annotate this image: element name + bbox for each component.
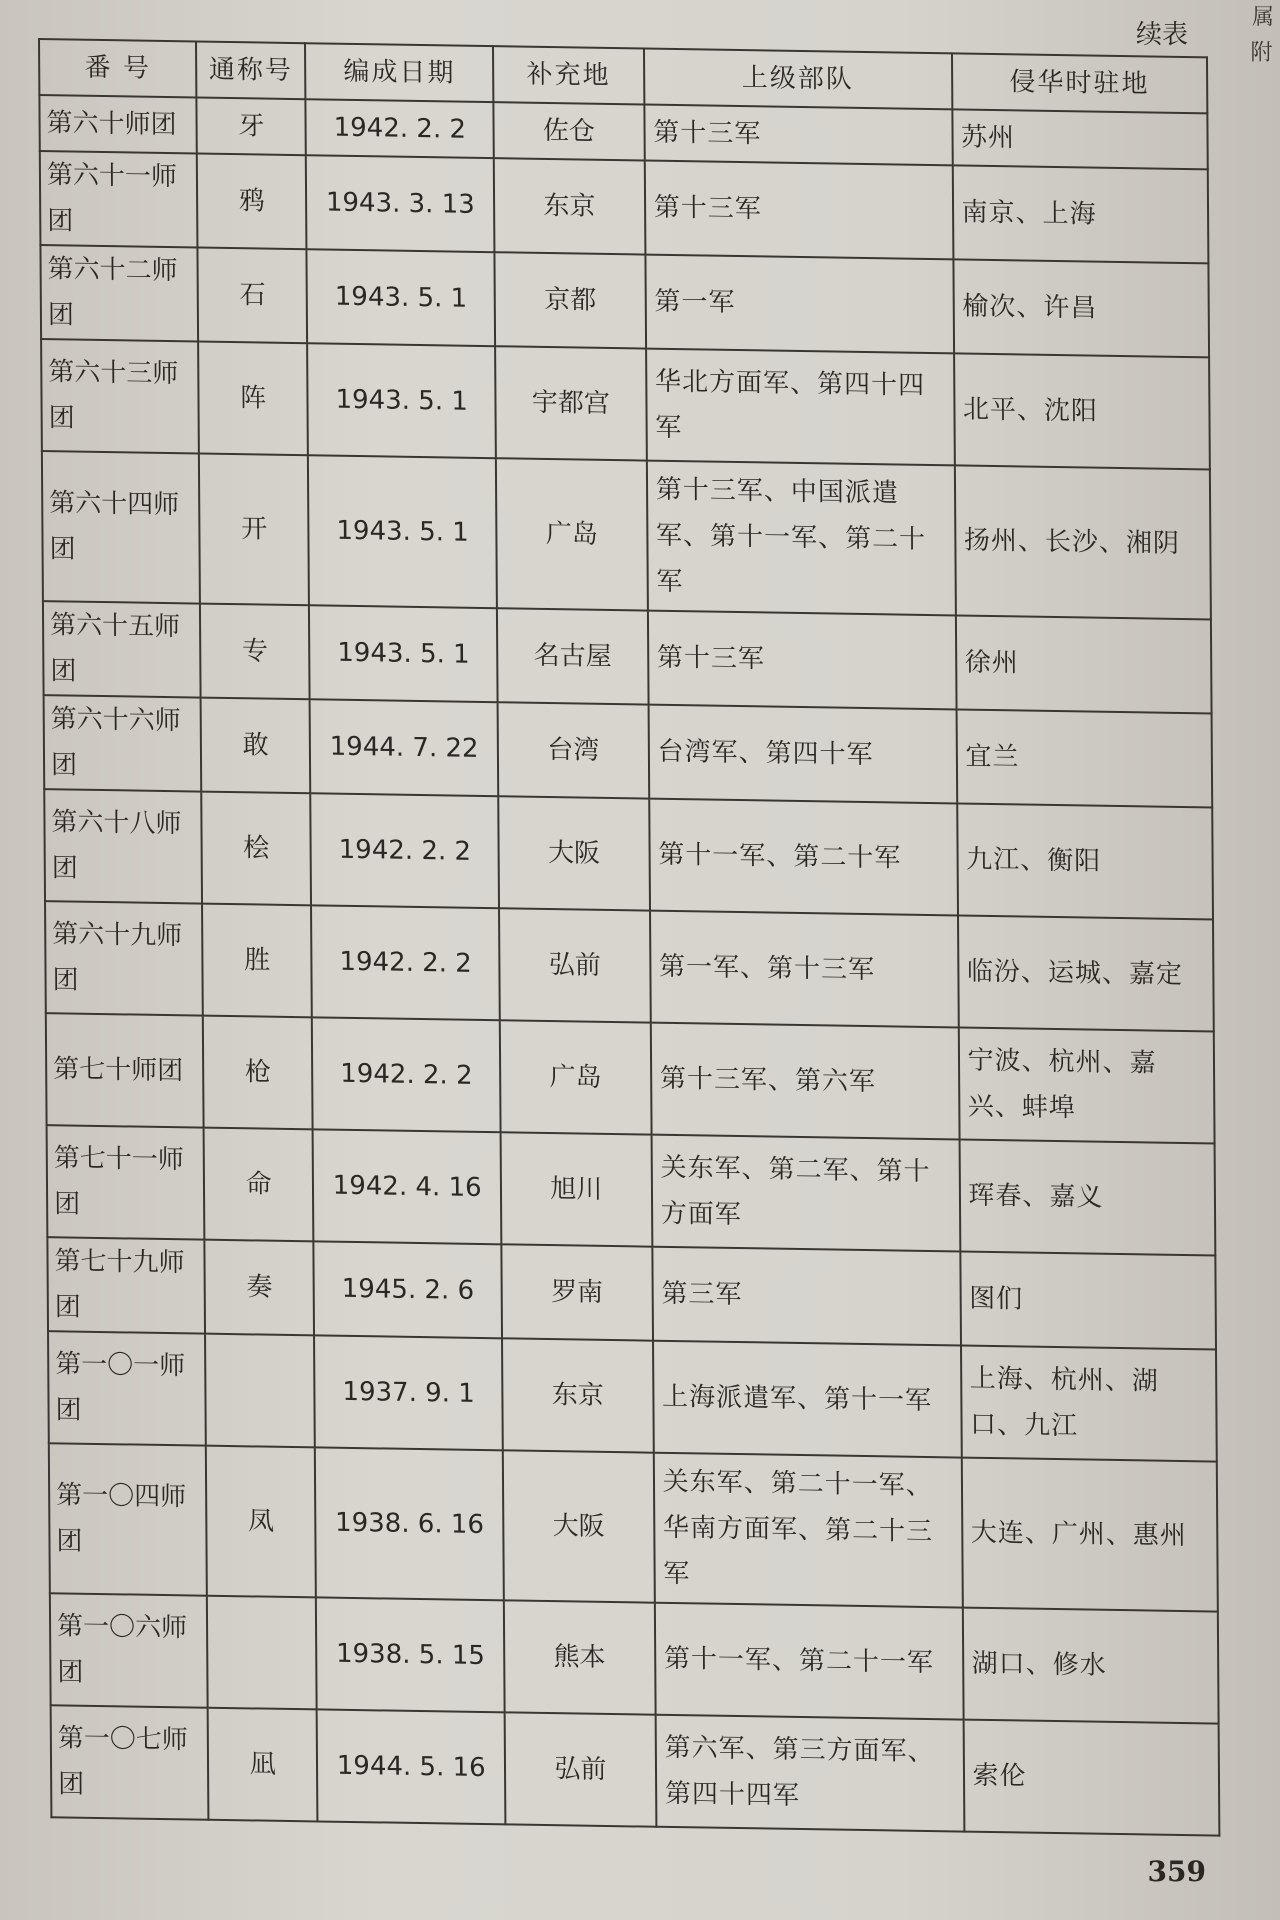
table-row xyxy=(46,1013,1215,1143)
cell-superior: 华北方面军、第四十四军 xyxy=(646,349,955,466)
adjacent-page-edge-text: 属 xyxy=(1251,5,1274,30)
cell-number: 第一〇七师团 xyxy=(51,1705,209,1819)
cell-station: 扬州、长沙、湘阴 xyxy=(954,465,1211,619)
cell-code: 奏 xyxy=(205,1240,315,1336)
cell-place: 广岛 xyxy=(496,458,648,610)
cell-superior: 第三军 xyxy=(652,1247,960,1346)
table-row xyxy=(50,1593,1219,1723)
cell-number: 第六十六师团 xyxy=(44,695,202,791)
cell-superior: 第十三军 xyxy=(648,611,956,710)
table-row xyxy=(44,789,1213,919)
cell-place: 大阪 xyxy=(498,796,649,910)
cell-code: 枪 xyxy=(203,1016,313,1130)
cell-superior: 第六军、第三方面军、第四十四军 xyxy=(655,1715,964,1832)
continued-table-label: 续表 xyxy=(1135,20,1188,50)
table-row xyxy=(51,1705,1220,1835)
cell-number: 第六十五师团 xyxy=(43,601,201,697)
cell-place: 京都 xyxy=(495,252,646,348)
table-row xyxy=(49,1443,1218,1611)
cell-place: 熊本 xyxy=(504,1600,655,1714)
cell-place: 弘前 xyxy=(499,908,650,1022)
cell-station: 北平、沈阳 xyxy=(954,353,1210,469)
cell-station: 珲春、嘉义 xyxy=(959,1139,1215,1255)
cell-place: 台湾 xyxy=(498,702,649,798)
cell-number: 第一〇六师团 xyxy=(50,1593,208,1707)
cell-date: 1943. 5. 1 xyxy=(308,455,497,608)
cell-superior: 第十一军、第二十一军 xyxy=(655,1603,964,1720)
cell-number: 第七十师团 xyxy=(46,1013,204,1127)
cell-number: 第一〇四师团 xyxy=(49,1443,207,1595)
cell-date: 1944. 7. 22 xyxy=(310,699,498,796)
page-number: 359 xyxy=(1147,1855,1206,1888)
cell-code: 阵 xyxy=(198,342,308,456)
cell-date: 1938. 6. 16 xyxy=(315,1447,504,1600)
cell-number: 第一〇一师团 xyxy=(48,1331,206,1445)
header-formed-date: 编成日期 xyxy=(305,43,493,102)
cell-code: 敢 xyxy=(201,698,311,794)
cell-superior: 第十一军、第二十军 xyxy=(649,799,958,916)
cell-code xyxy=(205,1334,315,1448)
cell-number: 第七十一师团 xyxy=(47,1125,205,1239)
cell-code: 开 xyxy=(199,454,309,606)
cell-superior: 第一军、第十三军 xyxy=(650,911,959,1028)
cell-date: 1943. 5. 1 xyxy=(309,605,497,702)
cell-place: 大阪 xyxy=(503,1450,655,1602)
cell-code: 凤 xyxy=(206,1446,316,1598)
table-row xyxy=(48,1331,1217,1461)
cell-place: 弘前 xyxy=(505,1712,656,1826)
header-replenish-place: 补充地 xyxy=(493,46,644,104)
table-row xyxy=(44,695,1213,807)
division-table xyxy=(38,38,1220,1837)
cell-code: 牙 xyxy=(197,97,307,155)
cell-place: 宇都宫 xyxy=(495,346,646,460)
cell-number: 第六十三师团 xyxy=(41,339,199,453)
cell-code: 石 xyxy=(198,248,308,344)
table-row xyxy=(40,151,1209,263)
cell-superior: 第十三军 xyxy=(644,105,952,166)
cell-number: 第七十九师团 xyxy=(47,1237,205,1333)
cell-place: 旭川 xyxy=(501,1132,652,1246)
cell-date: 1942. 4. 16 xyxy=(313,1129,502,1244)
cell-date: 1942. 2. 2 xyxy=(306,99,494,158)
cell-station: 图们 xyxy=(960,1252,1216,1350)
header-number: 番 号 xyxy=(39,39,197,97)
cell-superior: 第十三军 xyxy=(644,161,952,260)
cell-number: 第六十九师团 xyxy=(45,901,203,1015)
table-row xyxy=(42,451,1211,619)
cell-code: 专 xyxy=(200,604,310,700)
cell-code: 凪 xyxy=(208,1708,318,1822)
cell-station: 大连、广州、惠州 xyxy=(961,1458,1218,1612)
adjacent-page-edge-text-2: 附 xyxy=(1247,40,1272,62)
cell-date: 1942. 2. 2 xyxy=(312,1017,501,1132)
cell-date: 1938. 5. 15 xyxy=(316,1597,505,1712)
cell-place: 广岛 xyxy=(500,1020,651,1134)
cell-place: 罗南 xyxy=(501,1244,652,1340)
cell-station: 南京、上海 xyxy=(952,165,1208,263)
cell-superior: 第十三军、第六军 xyxy=(651,1023,960,1140)
cell-code: 命 xyxy=(204,1128,314,1242)
table-row xyxy=(41,339,1210,469)
cell-superior: 关东军、第二十一军、华南方面军、第二十三军 xyxy=(654,1453,963,1608)
table-row xyxy=(40,245,1209,357)
cell-date: 1944. 5. 16 xyxy=(317,1709,506,1824)
cell-station: 榆次、许昌 xyxy=(953,259,1209,357)
cell-number: 第六十师团 xyxy=(39,95,197,153)
cell-code: 桧 xyxy=(201,792,311,906)
cell-station: 上海、杭州、湖口、九江 xyxy=(961,1346,1217,1462)
cell-date: 1937. 9. 1 xyxy=(314,1335,503,1450)
header-superior-unit: 上级部队 xyxy=(644,49,952,110)
cell-station: 宁波、杭州、嘉兴、蚌埠 xyxy=(958,1027,1214,1143)
cell-place: 东京 xyxy=(494,158,645,254)
cell-station: 苏州 xyxy=(952,109,1208,169)
cell-date: 1943. 5. 1 xyxy=(307,343,496,458)
cell-station: 九江、衡阳 xyxy=(957,803,1213,919)
table-row xyxy=(43,601,1212,713)
cell-place: 佐仓 xyxy=(493,102,644,160)
cell-station: 湖口、修水 xyxy=(962,1608,1218,1724)
table-row xyxy=(47,1237,1216,1349)
cell-number: 第六十四师团 xyxy=(42,451,200,603)
header-code-name: 通称号 xyxy=(196,41,306,99)
cell-station: 临汾、运城、嘉定 xyxy=(958,915,1214,1031)
cell-number: 第六十二师团 xyxy=(40,245,198,341)
table-row xyxy=(45,901,1214,1031)
cell-code: 胜 xyxy=(202,904,312,1018)
cell-date: 1943. 5. 1 xyxy=(307,249,495,346)
cell-code xyxy=(207,1596,317,1710)
cell-place: 名古屋 xyxy=(497,608,648,704)
table-row xyxy=(47,1125,1216,1255)
cell-superior: 关东军、第二军、第十方面军 xyxy=(651,1135,960,1252)
cell-superior: 第一军 xyxy=(645,255,953,354)
cell-code: 鸦 xyxy=(197,154,307,250)
division-table-wrapper xyxy=(38,38,1220,1812)
cell-number: 第六十八师团 xyxy=(44,789,202,903)
cell-superior: 台湾军、第四十军 xyxy=(648,705,956,804)
cell-date: 1942. 2. 2 xyxy=(311,905,500,1020)
cell-place: 东京 xyxy=(502,1338,653,1452)
cell-date: 1945. 2. 6 xyxy=(314,1241,502,1338)
cell-superior: 第十三军、中国派遣军、第十一军、第二十军 xyxy=(647,461,956,616)
cell-date: 1943. 3. 13 xyxy=(306,155,494,252)
cell-date: 1942. 2. 2 xyxy=(311,793,500,908)
cell-station: 宜兰 xyxy=(956,709,1212,807)
cell-station: 索伦 xyxy=(963,1720,1219,1836)
cell-number: 第六十一师团 xyxy=(40,151,198,247)
header-station: 侵华时驻地 xyxy=(952,53,1208,113)
cell-station: 徐州 xyxy=(955,615,1211,713)
cell-superior: 上海派遣军、第十一军 xyxy=(653,1341,962,1458)
